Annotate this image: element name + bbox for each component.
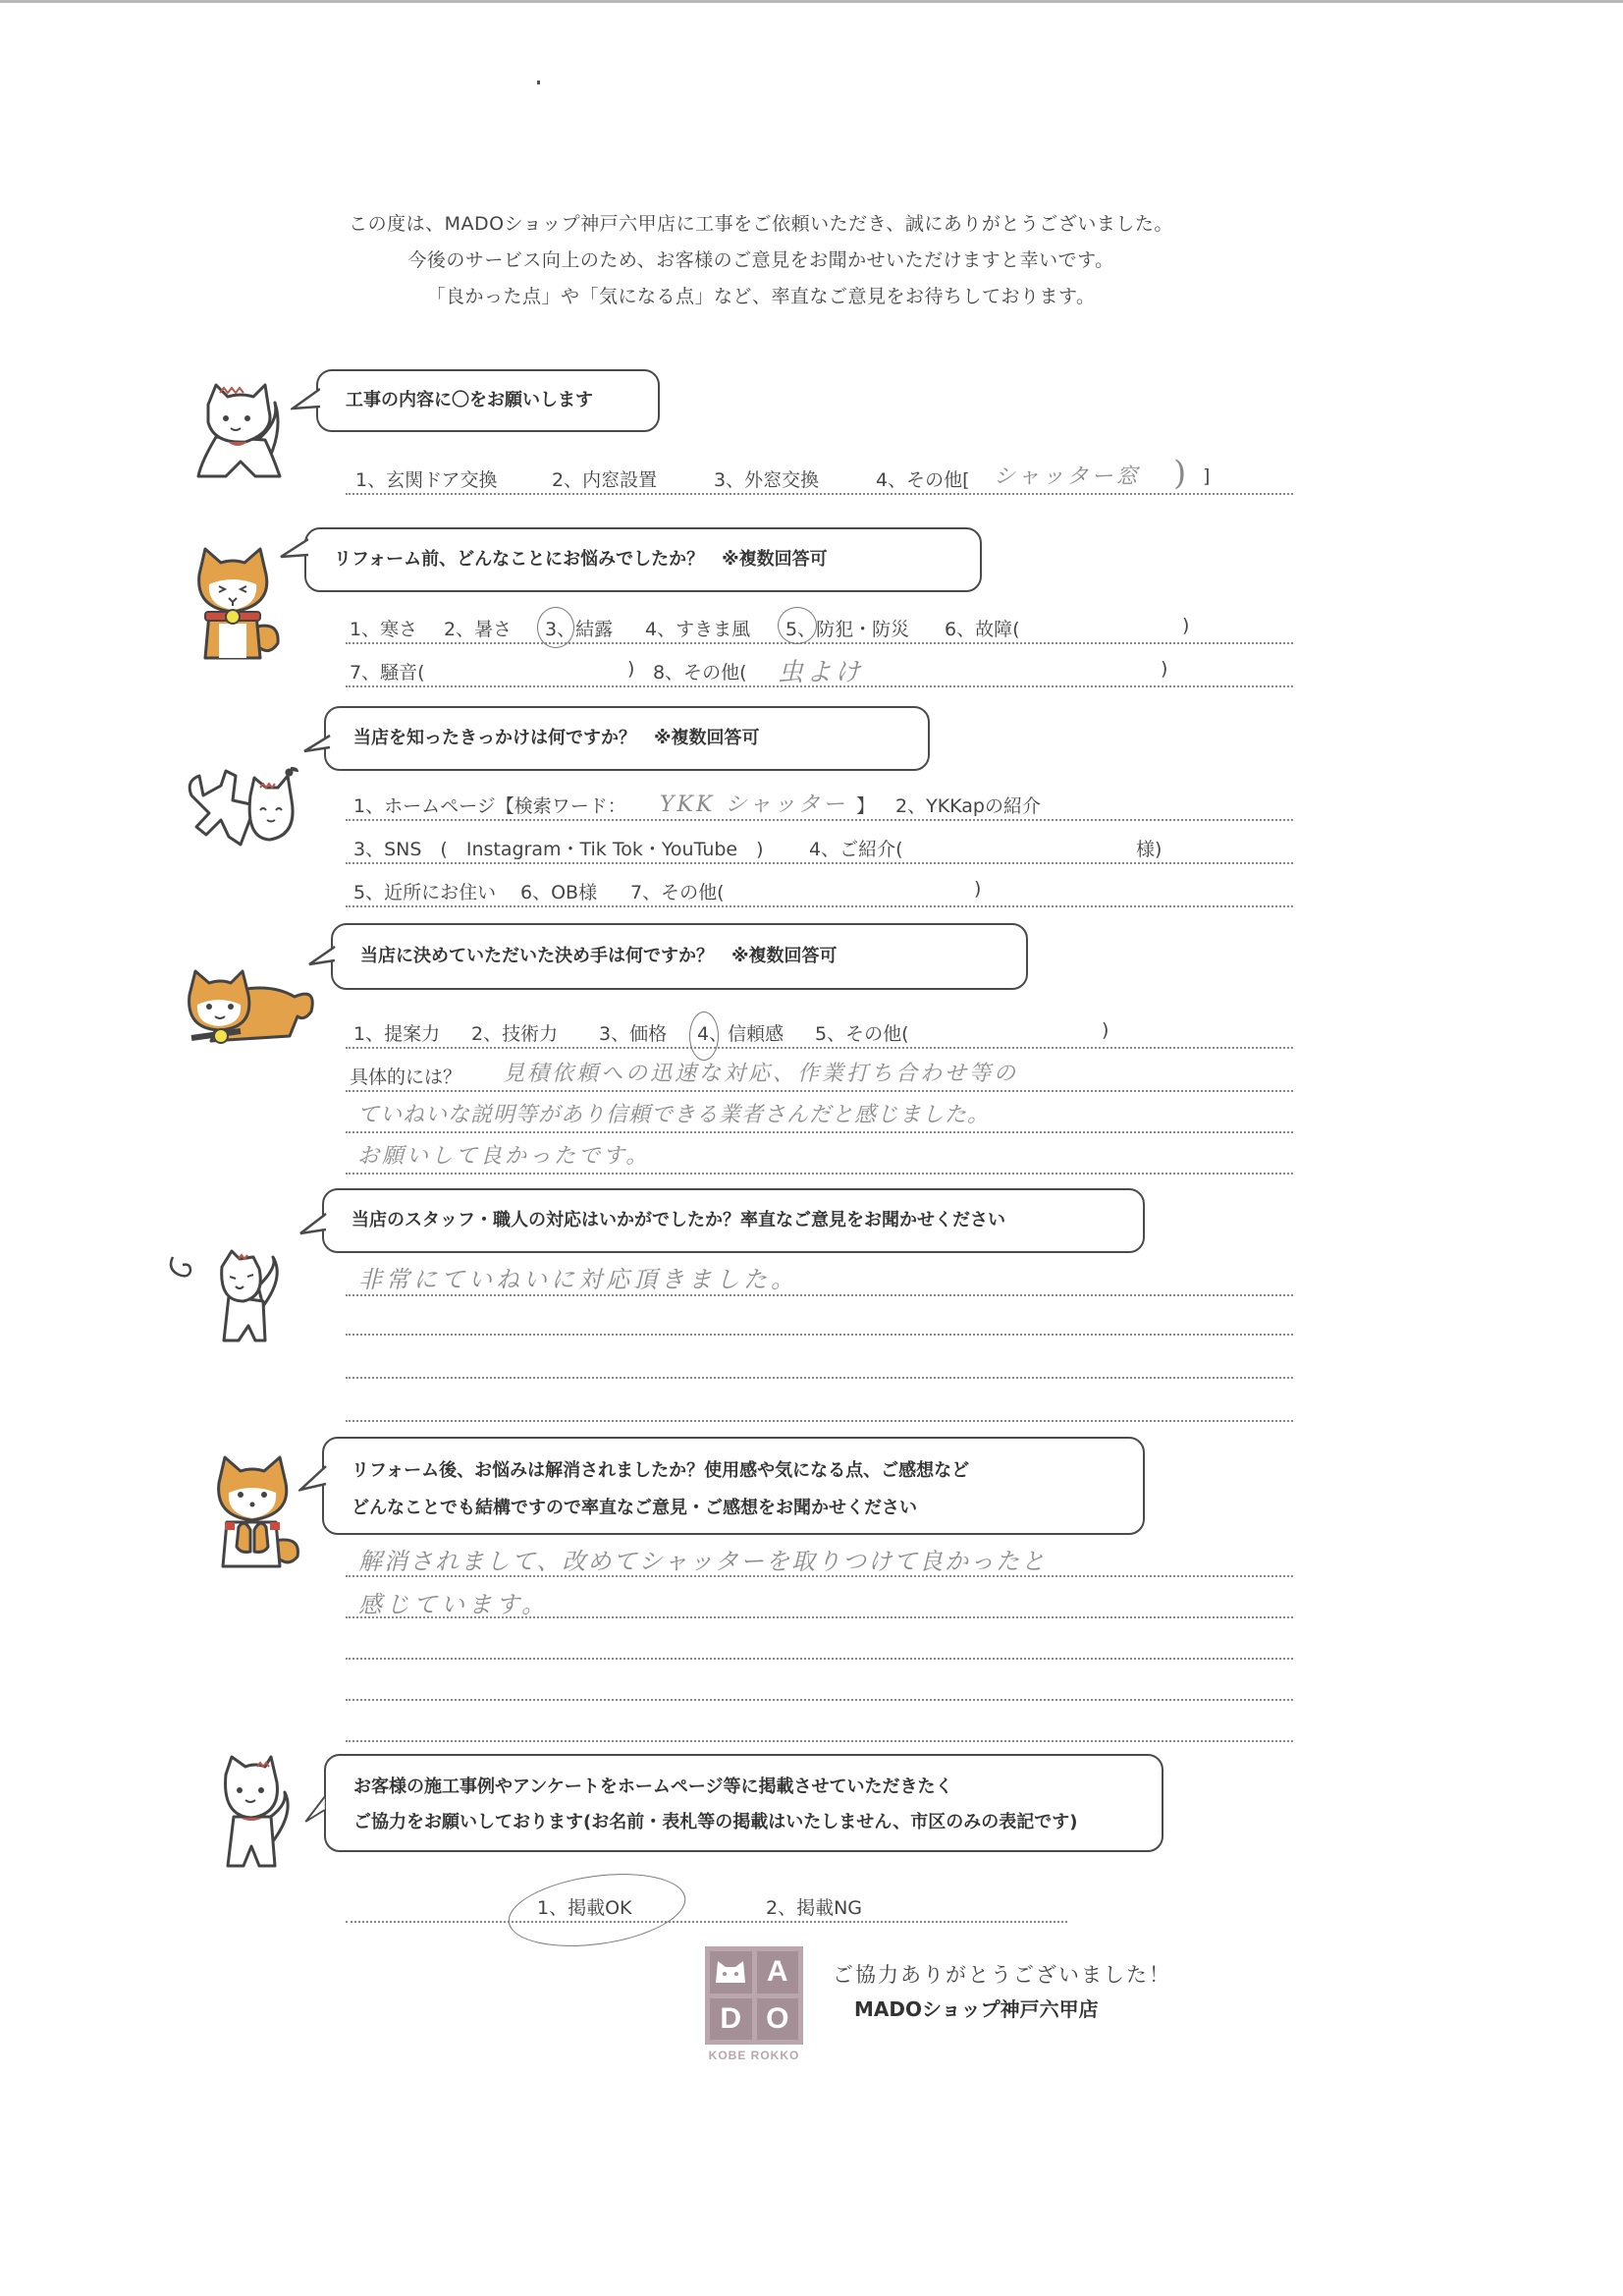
option-condensation[interactable]: 3、結露 <box>545 619 614 640</box>
answer-line <box>346 1575 1293 1577</box>
question-2-prompt: リフォーム前、どんなことにお悩みでしたか？ ※複数回答可 <box>334 549 828 570</box>
handwritten-after-reform-1: 解消されまして、改めてシャッターを取りつけて良かったと <box>358 1548 1048 1575</box>
answer-line <box>346 1377 1293 1379</box>
intro-line-2: 今後のサービス向上のため、お客様のご意見をお聞かせいただけますと幸いです。 <box>407 249 1114 271</box>
question-3-prompt: 当店を知ったきっかけは何ですか？ ※複数回答可 <box>353 728 760 748</box>
paren-close: ) <box>1182 615 1190 636</box>
question-3-options-row-2 <box>346 829 1293 864</box>
option-outer-window[interactable]: 3、外窓交換 <box>714 469 820 491</box>
logo-letter-a: A <box>757 1951 799 1994</box>
paren-close: ) <box>1161 658 1168 680</box>
option-skill[interactable]: 2、技術力 <box>471 1023 559 1045</box>
selected-circle-mark <box>778 607 817 644</box>
option-cold[interactable]: 1、寒さ <box>350 619 418 640</box>
option-security[interactable]: 5、防犯・防災 <box>785 619 910 640</box>
speech-tail-icon <box>300 1795 330 1825</box>
thanks-message: ご協力ありがとうございました！ <box>833 1963 1171 1987</box>
scan-speck <box>537 81 540 84</box>
option-other[interactable]: 7、その他( <box>630 882 725 903</box>
question-5-bubble <box>322 1188 1145 1253</box>
question-4-detail-line-2 <box>346 1098 1293 1133</box>
shiba-dog-praying-icon <box>211 1453 309 1571</box>
question-1-bubble <box>316 369 660 432</box>
option-publish-ng[interactable]: 2、掲載NG <box>766 1897 863 1919</box>
option-neighbor[interactable]: 5、近所にお住い <box>353 882 497 903</box>
scan-top-edge <box>0 0 1623 3</box>
mado-logo <box>705 1946 803 2062</box>
intro-line-3: 「良かった点」や「気になる点」など、率直なご意見をお待ちしております。 <box>426 286 1096 307</box>
handwritten-paren: ) <box>1173 454 1190 493</box>
speech-tail-icon <box>291 387 320 416</box>
white-cat-walking-icon <box>165 1247 302 1345</box>
option-other[interactable]: 5、その他( <box>815 1023 909 1045</box>
logo-cat-icon <box>710 1951 752 1994</box>
option-heat[interactable]: 2、暑さ <box>444 619 513 640</box>
question-2-options-row-2 <box>346 652 1293 687</box>
option-draft[interactable]: 4、すきま風 <box>645 619 751 640</box>
white-cat-sitting-icon <box>187 383 295 491</box>
speech-tail-icon <box>302 734 332 763</box>
handwritten-staff-feedback: 非常にていねいに対応頂きました。 <box>358 1266 798 1293</box>
question-6-bubble <box>322 1437 1145 1535</box>
option-introduction[interactable]: 4、ご紹介( <box>809 839 903 860</box>
question-7-bubble <box>324 1754 1163 1852</box>
answer-line <box>346 1658 1293 1660</box>
selected-circle-mark <box>689 1011 719 1061</box>
question-4-prompt: 当店に決めていただいた決め手は何ですか？ ※複数回答可 <box>360 946 838 966</box>
bracket-close: ] <box>1203 465 1211 487</box>
selected-circle-mark <box>504 1864 690 1957</box>
speech-tail-icon <box>298 1464 328 1494</box>
option-homepage[interactable]: 1、ホームページ【検索ワード： <box>353 795 626 817</box>
question-2-options-row-1 <box>346 609 1293 644</box>
handwritten-detail-3: お願いして良かったです。 <box>357 1144 651 1169</box>
option-ob-customer[interactable]: 6、OB様 <box>520 882 598 903</box>
option-other[interactable]: 4、その他[ <box>876 469 970 491</box>
speech-tail-icon <box>279 537 308 567</box>
speech-tail-icon <box>298 1212 328 1241</box>
question-4-options <box>346 1013 1293 1049</box>
question-4-detail-line-1 <box>346 1057 1293 1092</box>
logo-letter-d: D <box>710 1998 752 2041</box>
question-1-options <box>346 454 1293 495</box>
question-4-detail-line-3 <box>346 1139 1293 1175</box>
detail-label: 具体的には？ <box>350 1066 462 1088</box>
question-3-options-row-3 <box>346 872 1293 907</box>
bracket-close: 】 <box>856 795 876 817</box>
logo-subtitle: KOBE ROKKO <box>708 2049 800 2062</box>
option-noise[interactable]: 7、騒音( <box>350 662 425 683</box>
option-malfunction[interactable]: 6、故障( <box>945 619 1020 640</box>
handwritten-detail-1: 見積依頼への迅速な対応、作業打ち合わせ等の <box>503 1062 1019 1086</box>
option-proposal[interactable]: 1、提案力 <box>353 1023 441 1045</box>
question-1-prompt: 工事の内容に〇をお願いします <box>346 390 593 410</box>
answer-line <box>346 1294 1293 1296</box>
option-ykkap-referral[interactable]: 2、YKKapの紹介 <box>895 795 1041 817</box>
question-4-bubble <box>331 923 1028 990</box>
answer-line <box>346 1420 1293 1422</box>
handwritten-detail-2: ていねいな説明等があり信頼できる業者さんだと感じました。 <box>357 1103 991 1127</box>
handwritten-search-word: YKK シャッター <box>660 793 847 817</box>
speech-tail-icon <box>307 945 337 974</box>
question-5-prompt: 当店のスタッフ・職人の対応はいかがでしたか？率直なご意見をお聞かせください <box>352 1210 1005 1230</box>
shiba-dog-sitting-icon <box>191 545 290 663</box>
selected-circle-mark <box>537 607 574 648</box>
intro-line-1: この度は、MADOショップ神戸六甲店に工事をご依頼いただき、誠にありがとうございました。 <box>349 213 1173 235</box>
option-trust[interactable]: 4、信頼感 <box>697 1023 784 1045</box>
handwritten-other-concern: 虫よけ <box>778 658 864 687</box>
question-7-options <box>346 1887 1067 1923</box>
answer-line <box>346 1616 1293 1618</box>
option-publish-ok[interactable]: 1、掲載OK <box>537 1897 632 1919</box>
answer-line <box>346 1740 1293 1742</box>
option-sns[interactable]: 3、SNS ( Instagram・Tik Tok・YouTube ) <box>353 839 764 860</box>
option-price[interactable]: 3、価格 <box>599 1023 668 1045</box>
question-3-bubble <box>324 706 930 771</box>
answer-line <box>346 1699 1293 1701</box>
question-6-prompt-line-1: リフォーム後、お悩みは解消されましたか？使用感や気になる点、ご感想など <box>352 1460 970 1481</box>
question-7-prompt-line-1: お客様の施工事例やアンケートをホームページ等に掲載させていただきたく <box>353 1777 953 1797</box>
paren-close: ) <box>974 878 982 900</box>
handwritten-other-work: シャッター窓 <box>994 465 1141 489</box>
white-cat-standing-icon <box>214 1753 302 1871</box>
handwritten-after-reform-2: 感じています。 <box>358 1591 550 1618</box>
answer-line <box>346 1334 1293 1336</box>
logo-letter-o: O <box>757 1998 799 2041</box>
option-entrance-door[interactable]: 1、玄関ドア交換 <box>355 469 498 491</box>
question-3-options-row-1 <box>346 786 1293 821</box>
question-7-prompt-line-2: ご協力をお願いしております(お名前・表札等の掲載はいたしません、市区のみの表記です) <box>353 1812 1078 1832</box>
option-inner-window[interactable]: 2、内窓設置 <box>552 469 658 491</box>
shop-name: MADOショップ神戸六甲店 <box>854 1997 1099 2021</box>
white-cat-jumping-icon <box>182 766 304 864</box>
paren-close: ) <box>627 658 635 680</box>
question-2-bubble <box>304 527 982 592</box>
option-other[interactable]: 8、その他( <box>653 662 747 683</box>
shiba-dog-lying-icon <box>182 967 319 1056</box>
paren-close: ) <box>1102 1019 1109 1041</box>
intro-text <box>245 206 1276 315</box>
question-6-prompt-line-2: どんなことでも結構ですので率直なご意見・ご感想をお聞かせください <box>352 1498 917 1518</box>
honorific-sama: 様) <box>1136 839 1163 860</box>
